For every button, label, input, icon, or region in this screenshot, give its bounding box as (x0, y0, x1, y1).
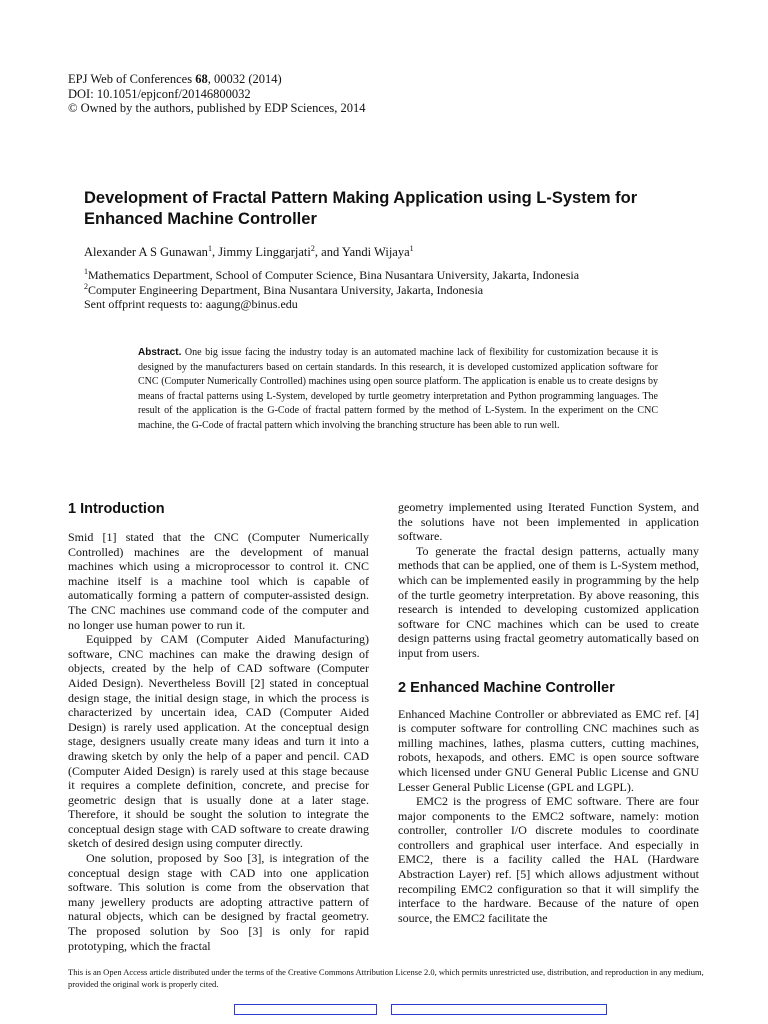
affiliation-1: $^1$Mathematics Department, School of Computer Science, Bina Nusantara University, Jakarta, Indonesia (84, 267, 580, 282)
author-list: Alexander A S Gunawan$^1$, Jimmy Linggarjati$^2$, and Yandi Wijaya$^1$ (84, 243, 414, 259)
affiliation-2: $^2$Computer Engineering Department, Bina Nusantara University, Jakarta, Indonesia (84, 281, 484, 297)
journal-citation: EPJ Web of Conferences 68, 00032 (2014) (68, 72, 282, 86)
abstract (138, 346, 658, 434)
right-column (398, 500, 699, 925)
paragraph: Smid [1] stated that the CNC (Computer Numerically Controlled) machines are the development of manual machines which using a microprocessor to control it. CNC machine itself is a machine tool which is capable of automatically forming a pattern of computer-assisted design. The CNC machines use command code of the computer and no longer use human power to run it. (68, 530, 369, 632)
license-footer: This is an Open Access article distributed under the terms of the Creative Commons Attribution License 2.0, which permits unrestricted use, distribution, and reproduction in any medium, provided the original work is properly cited. (68, 967, 704, 989)
abstract-text: One big issue facing the industry today is an automated machine lack of flexibility for customization because it is designed by the manufacturers based on certain standards. In this research, it is developed customized application software for CNC (Computer Numerically Controlled) machines using open source platform. The application is enable us to create designs by means of fractal patterns using L-System, developed by turtle geometry interpretation and Python programming languages. The result of the application is the G-Code of fractal pattern formed by the method of L-System. In the experiment on the CNC machine, the G-Code of fractal pattern which involving the branching structure has been able to run well. (138, 347, 658, 431)
section-heading-emc: 2 Enhanced Machine Controller (398, 679, 615, 696)
paragraph: To generate the fractal design patterns, actually many methods that can be applied, one of them is L-System method, which can be implemented easily in programming by the help of the turtle geometry interpretation. By above reasoning, this research is intended to developing customized application software for CNC machines which can be used to create design patterns using fractal geometry automatically based on input from users. (398, 543, 699, 660)
affiliations (84, 268, 579, 312)
paragraph: Enhanced Machine Controller or abbreviated as EMC ref. [4] is computer software for controlling CNC machines such as milling machines, lathes, plasma cutters, cutting machines, robots, hexapods, and others. EMC is open source software which licensed under GNU General Public License and GNU Lesser General Public License (GPL and LGPL). (398, 706, 699, 794)
doi: DOI: 10.1051/epjconf/20146800032 (68, 86, 251, 101)
offprint-request: Sent offprint requests to: aagung@binus.edu (84, 297, 298, 311)
journal-header (68, 72, 366, 116)
paragraph: EMC2 is the progress of EMC software. There are four major components to the EMC2 software, namely: motion controller, controller I/O discrete modules to coordinate controllers and graphical user interface. And especially in EMC2, there is a facility called the HAL (Hardware Abstraction Layer) ref. [5] which allows adjustment without recompiling EMC2 configuration so that it will simplify the interface to the hardware. Because of the nature of open source, the EMC2 facilitate the (398, 794, 699, 925)
paragraph: geometry implemented using Iterated Function System, and the solutions have not been implemented in application software. (398, 500, 699, 544)
section-heading-introduction: 1 Introduction (68, 501, 165, 517)
paper-title: Development of Fractal Pattern Making Application using L-System for Enhanced Machine Controller (84, 189, 638, 228)
article-link-box[interactable] (234, 1004, 377, 1015)
paragraph: Equipped by CAM (Computer Aided Manufacturing) software, CNC machines can make the drawing design of objects, created by the help of CAD software (Computer Aided Design). Nevertheless Bovill [2] stated in conceptual design stage, the initial design stage, in which the process is characterized by uncertain idea, CAD (Computer Aided Design) is rarely used application. At the conceptual design stage, designers usually create many ideas and turn it into a drawing sketch by only the help of a paper and pencil. CAD (Computer Aided Design) is rarely used at this stage because it requires a complete definition, concrete, and precise for geometric design that is usually done at a later stage. Therefore, it should be sought the solution to integrate the conceptual design stage with CAD software to create drawing sketch of desired design using computer directly. (68, 632, 369, 851)
abstract-label: Abstract. (138, 347, 182, 358)
copyright: © Owned by the authors, published by EDP Sciences, 2014 (68, 101, 366, 115)
left-column (68, 500, 369, 953)
doi-link-box[interactable] (391, 1004, 607, 1015)
paragraph: One solution, proposed by Soo [3], is integration of the conceptual design stage with CAD into one application software. This solution is come from the observation that many jewellery products are adopting attractive pattern of natural objects, which can be designed by fractal geometry. The proposed solution by Soo [3] is only for rapid prototyping, which the fractal (68, 851, 369, 953)
